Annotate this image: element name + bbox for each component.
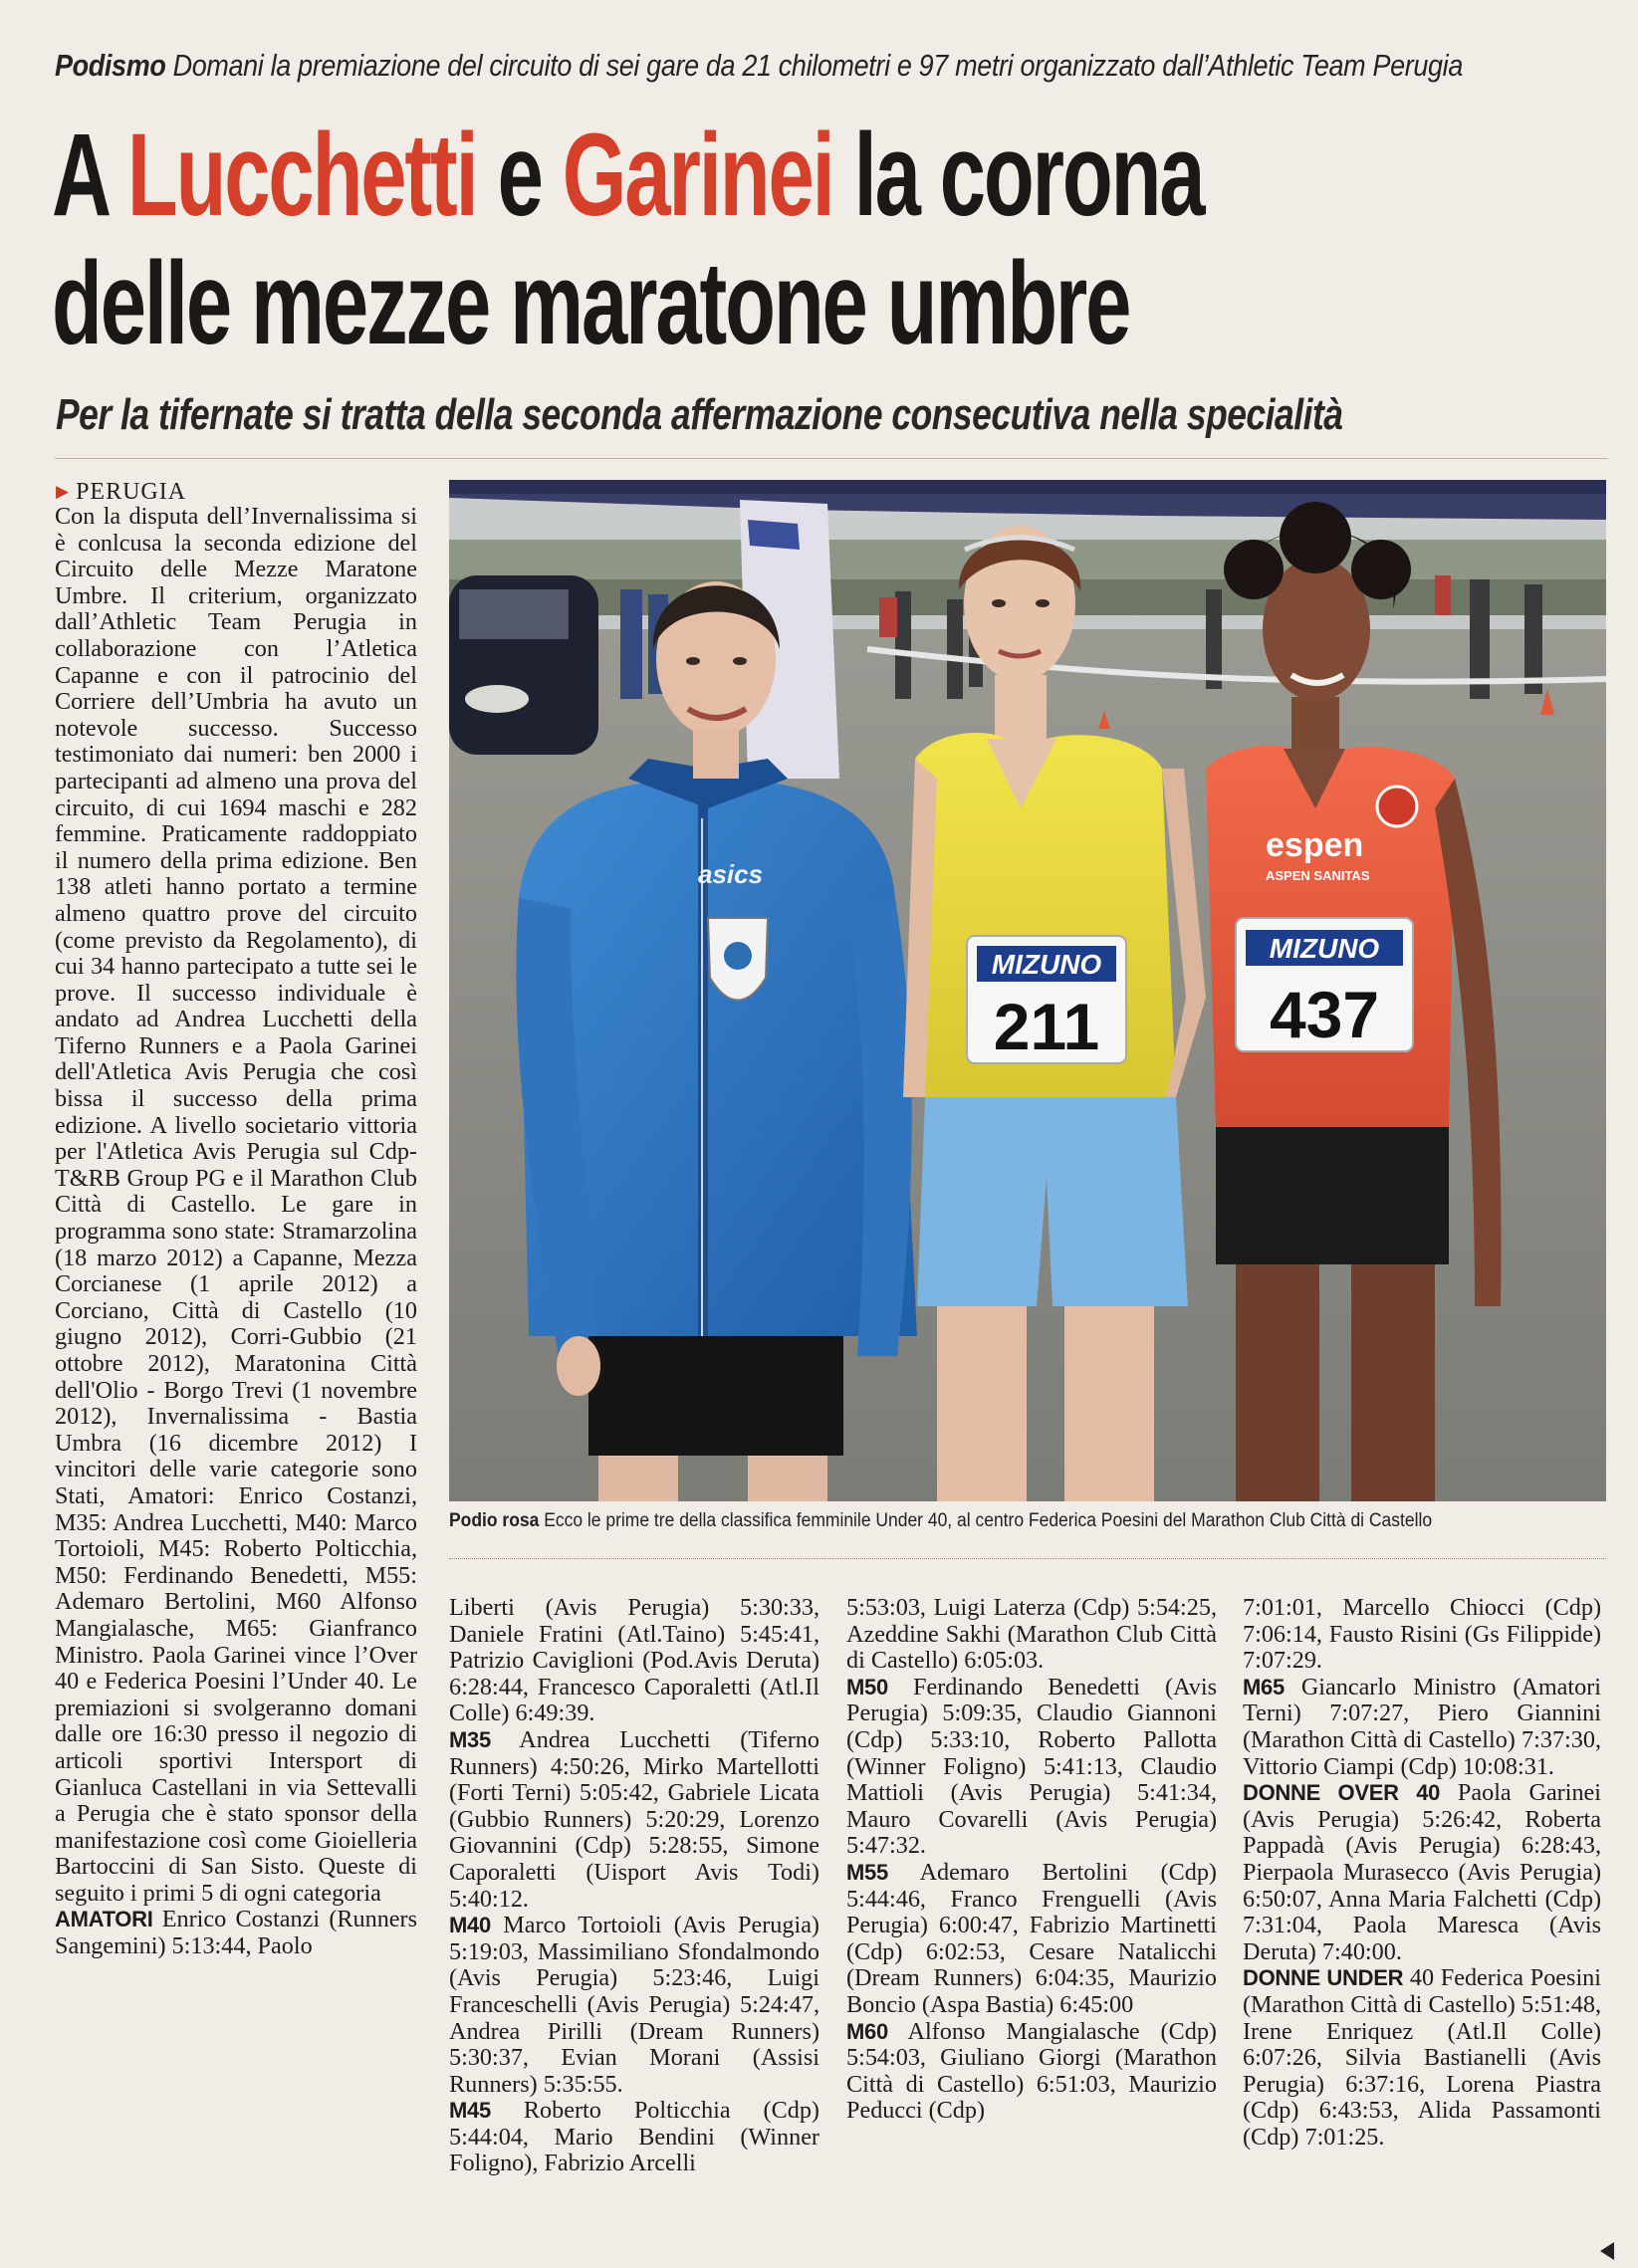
results-text: Roberto Polticchia (Cdp) 5:44:04, Mario Bendini (Winner Foligno), Fabrizio Arcelli [449, 2097, 819, 2177]
results-entry [846, 1675, 1217, 1860]
results-entry [449, 1727, 819, 1913]
kicker-text: Domani la premiazione del circuito di sei gare da 21 chilometri e 97 metri organizzato dall’Athletic Team Perugia [172, 48, 1463, 83]
results-entry [449, 2098, 819, 2177]
results-text: Paola Garinei (Avis Perugia) 5:26:42, Roberta Pappadà (Avis Perugia) 6:28:43, Pierpaola Murasecco (Avis Perugia) 6:50:07, Anna Maria Falchetti (Cdp) 7:31:04, Paola Maresca (Avis Deruta) 7:40:00. [1243, 1779, 1602, 1965]
results-entry [846, 1595, 1217, 1675]
headline-part: e [476, 110, 563, 241]
results-text: Liberti (Avis Perugia) 5:30:33, Daniele Fratini (Atl.Taino) 5:45:41, Patrizio Caviglioni (Pod.Avis Deruta) 6:28:44, Francesco Caporaletti (Atl.Il Colle) 6:49:39. [449, 1594, 819, 1727]
podium-photo [449, 480, 1606, 1501]
kicker-section: Podismo [55, 48, 166, 83]
subheadline: Per la tifernate si tratta della seconda affermazione consecutiva nella specialità [56, 390, 1343, 439]
results-text: Marco Tortoioli (Avis Perugia) 5:19:03, Massimiliano Sfondalmondo (Avis Perugia) 5:23:46, Luigi Franceschelli (Avis Perugia) 5:24:47, Andrea Pirilli (Dream Runners) 5:30:37, Evian Morani (Assisi Runners) 5:35:55. [449, 1912, 819, 2098]
results-entry [846, 2019, 1217, 2125]
category-label: M40 [449, 1913, 491, 1938]
dateline [56, 479, 186, 506]
kicker [55, 48, 1463, 92]
category-label: M55 [846, 1859, 888, 1885]
results-text: Alfonso Mangialasche (Cdp) 5:54:03, Giuliano Giorgi (Marathon Città di Castello) 6:51:03, Maurizio Peducci (Cdp) [846, 2017, 1217, 2125]
triangle-icon: ▶ [56, 482, 71, 501]
headline-name-lucchetti: Lucchetti [126, 110, 477, 241]
category-label: DONNE UNDER [1243, 1965, 1404, 1991]
category-label: M35 [449, 1726, 491, 1752]
continue-arrow-icon [1600, 2242, 1614, 2260]
results-text: Ferdinando Benedetti (Avis Perugia) 5:09:35, Claudio Giannoni (Cdp) 5:33:10, Roberto Pallotta (Winner Foligno) 5:41:13, Claudio Mattioli (Avis Perugia) 5:41:34, Mauro Covarelli (Avis Perugia) 5:47:32. [846, 1673, 1217, 1860]
caption-text: Ecco le prime tre della classifica femminile Under 40, al centro Federica Poesini del Marathon Club Città di Castello [544, 1510, 1433, 1531]
results-entry [1243, 1675, 1601, 1780]
category-label: M45 [449, 2098, 491, 2124]
results-column-2 [449, 1595, 819, 2177]
article-body: Con la disputa dell’Invernalissima si è conlcusa la seconda edizione del Circuito delle Mezze Maratone Umbre. Il criterium, organizzato dall’Athletic Team Perugia in collaborazione con l’Atletica Capanne e con il patrocinio del Corriere dell’Umbria ha avuto un notevole successo. Successo testimoniato dai numeri: ben 2000 i partecipanti ad almeno una prova del circuito, di cui 1694 maschi e 282 femmine. Praticamente raddoppiato il numero della prima edizione. Ben 138 atleti hanno portato a termine almeno quattro prove del circuito (come previsto da Regolamento), di cui 34 hanno partecipato a tutte sei le prove. Il successo individuale è andato ad Andrea Lucchetti della Tiferno Runners e a Paola Garinei dell'Atletica Avis Perugia che così bissa il successo della prima edizione. A livello societario vittoria per l'Atletica Avis Perugia sul Cdp-T&RB Group PG e il Marathon Club Città di Castello. Le gare in programma sono state: Stramarzolina (18 marzo 2012) a Capanne, Mezza Corcianese (1 aprile 2012) a Corciano, Città di Castello (10 giugno 2012), Corri-Gubbio (21 ottobre 2012), Maratonina Città dell'Olio - Borgo Trevi (1 novembre 2012), Invernalissima - Bastia Umbra (16 dicembre 2012) I vincitori delle varie categorie sono Stati, Amatori: Enrico Costanzi, M35: Andrea Lucchetti, M40: Marco Tortoioli, M45: Roberto Polticchia, M50: Ferdinando Benedetti, M55: Ademaro Bertolini, M60 Alfonso Mangialasche, M65: Gianfranco Ministro. Paola Garinei vince l’Over 40 e Federica Poesini l’Under 40. Le premiazioni si svolgeranno domani dalle ore 16:30 presso il negozio di articoli sportivi Intersport di Gianluca Castellani in via Settevalli a Perugia che è stato sponsor della manifestazione così come Gioielleria Bartoccini di San Sisto. Queste di seguito i primi 5 di ogni categoria [55, 503, 417, 1907]
divider [55, 458, 1608, 459]
article-column-1 [55, 504, 417, 1960]
photo-illustration [449, 480, 1606, 1501]
bib-sponsor-1: MIZUNO [991, 949, 1102, 980]
results-text: 40 Federica Poesini (Marathon Città di Castello) 5:51:48, Irene Enriquez (Atl.Il Colle) 6:07:26, Silvia Bastianelli (Avis Perugia) 6:37:16, Lorena Piastra (Cdp) 6:43:53, Alida Passamonti (Cdp) 7:01:25. [1243, 1964, 1601, 2151]
results-entry [1243, 1965, 1601, 2151]
results-amatori [55, 1907, 417, 1959]
headline-line-1 [52, 108, 1204, 241]
headline-line-2: delle mezze maratone umbre [52, 238, 1130, 369]
results-divider [449, 1558, 1606, 1559]
category-label: AMATORI [55, 1907, 153, 1932]
results-entry [449, 1913, 819, 2098]
headline-part: la corona [832, 110, 1204, 241]
shirt-brand-sub: ASPEN SANITAS [1266, 868, 1370, 883]
results-entry [846, 1860, 1217, 2019]
bib-sponsor-2: MIZUNO [1269, 933, 1380, 964]
caption-label: Podio rosa [449, 1510, 540, 1531]
results-text: Ademaro Bertolini (Cdp) 5:44:46, Franco Frenguelli (Avis Perugia) 6:00:47, Fabrizio Martinetti (Cdp) 6:02:53, Cesare Natalicchi (Dream Runners) 6:04:35, Maurizio Boncio (Aspa Bastia) 6:45:00 [846, 1858, 1217, 2018]
results-entry [1243, 1780, 1601, 1965]
bib-number-437: 437 [1269, 978, 1380, 1051]
results-text: Enrico Costanzi (Runners Sangemini) 5:13:44, Paolo [55, 1906, 417, 1960]
photo-caption [449, 1510, 1548, 1532]
jacket-brand: asics [698, 859, 764, 889]
bib-number-211: 211 [993, 990, 1100, 1063]
results-column-3 [846, 1595, 1217, 2125]
results-text: 7:01:01, Marcello Chiocci (Cdp) 7:06:14, Fausto Risini (Gs Filippide) 7:07:29. [1243, 1594, 1601, 1675]
category-label: M50 [846, 1674, 888, 1700]
results-entry [449, 1595, 819, 1727]
category-label: M60 [846, 2018, 888, 2044]
headline-part: A [52, 110, 127, 241]
results-column-4 [1243, 1595, 1601, 2151]
results-text: Giancarlo Ministro (Amatori Terni) 7:07:27, Piero Giannini (Marathon Città di Castello) 7:37:30, Vittorio Ciampi (Cdp) 10:08:31. [1243, 1673, 1601, 1780]
results-text: Andrea Lucchetti (Tiferno Runners) 4:50:26, Mirko Martellotti (Forti Terni) 5:05:42, Gabriele Licata (Gubbio Runners) 5:20:29, Lorenzo Giovannini (Cdp) 5:28:55, Simone Caporaletti (Uisport Avis Todi) 5:40:12. [449, 1725, 819, 1913]
headline-name-garinei: Garinei [562, 110, 833, 241]
dateline-city: PERUGIA [76, 479, 187, 505]
shirt-brand: espen [1266, 826, 1364, 864]
results-entry [1243, 1595, 1601, 1675]
category-label: DONNE OVER 40 [1243, 1780, 1441, 1806]
category-label: M65 [1243, 1674, 1285, 1700]
results-text: 5:53:03, Luigi Laterza (Cdp) 5:54:25, Azeddine Sakhi (Marathon Club Città di Castello) 6:05:03. [846, 1594, 1217, 1675]
